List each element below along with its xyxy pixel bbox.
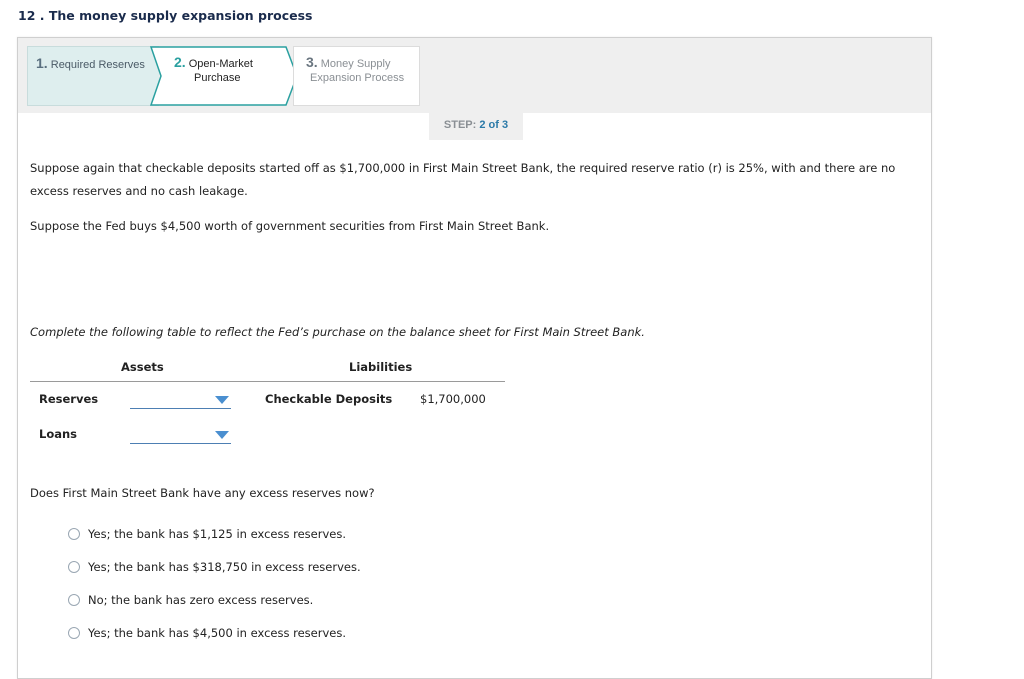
table-instruction: Complete the following table to reflect the Fed’s purchase on the balance sheet for First Main Street Bank. (30, 325, 645, 339)
radio-button[interactable] (68, 561, 80, 573)
answer-option-label: Yes; the bank has $1,125 in excess reserves. (88, 527, 346, 541)
chevron-down-icon (215, 396, 229, 404)
step-label-line1: Money Supply (320, 58, 391, 70)
step-indicator (429, 113, 523, 140)
step-label-line2: Expansion Process (310, 72, 405, 84)
assets-header: Assets (121, 360, 164, 374)
loans-label: Loans (39, 427, 78, 441)
answer-option-label: Yes; the bank has $318,750 in excess reserves. (88, 560, 361, 574)
radio-button[interactable] (68, 594, 80, 606)
question-title: 12 . The money supply expansion process (18, 8, 313, 23)
question-panel (17, 37, 932, 679)
reserves-dropdown[interactable] (130, 392, 231, 409)
checkable-deposits-value: $1,700,000 (420, 392, 486, 406)
step-number: 1. (36, 55, 48, 71)
answer-option-label: No; the bank has zero excess reserves. (88, 593, 314, 607)
radio-button[interactable] (68, 528, 80, 540)
step-indicator-prefix: STEP: (443, 119, 480, 131)
loans-dropdown[interactable] (130, 427, 231, 444)
step-label (174, 55, 253, 85)
step-number: 3. (306, 54, 318, 70)
tab-money-supply-expansion[interactable] (293, 46, 420, 106)
answer-option-label: Yes; the bank has $4,500 in excess reserves. (88, 626, 346, 640)
fed-purchase-paragraph: Suppose the Fed buys $4,500 worth of government securities from First Main Street Bank. (30, 219, 550, 233)
liabilities-header: Liabilities (349, 360, 413, 374)
step-label: Required Reserves (50, 59, 145, 71)
step-navigation (18, 38, 931, 113)
table-header-divider (30, 381, 505, 382)
chevron-down-icon (215, 431, 229, 439)
checkable-deposits-label: Checkable Deposits (265, 392, 393, 406)
scenario-line1: Suppose again that checkable deposits started off as $1,700,000 in First Main Street Bank, the required reserve ratio (r) is 25%, with and there are no (30, 161, 896, 175)
scenario-paragraph (30, 157, 895, 203)
step-label-line1: Open-Market (188, 58, 253, 70)
step-label-line2: Purchase (194, 72, 241, 84)
tab-required-reserves[interactable] (27, 46, 159, 106)
radio-button[interactable] (68, 627, 80, 639)
tab-open-market-purchase[interactable] (150, 46, 298, 106)
reserves-label: Reserves (39, 392, 99, 406)
step-indicator-current: 2 of 3 (479, 119, 509, 131)
step-number: 2. (174, 54, 186, 70)
excess-reserves-question: Does First Main Street Bank have any excess reserves now? (30, 486, 375, 500)
scenario-line2: excess reserves and no cash leakage. (30, 184, 248, 198)
